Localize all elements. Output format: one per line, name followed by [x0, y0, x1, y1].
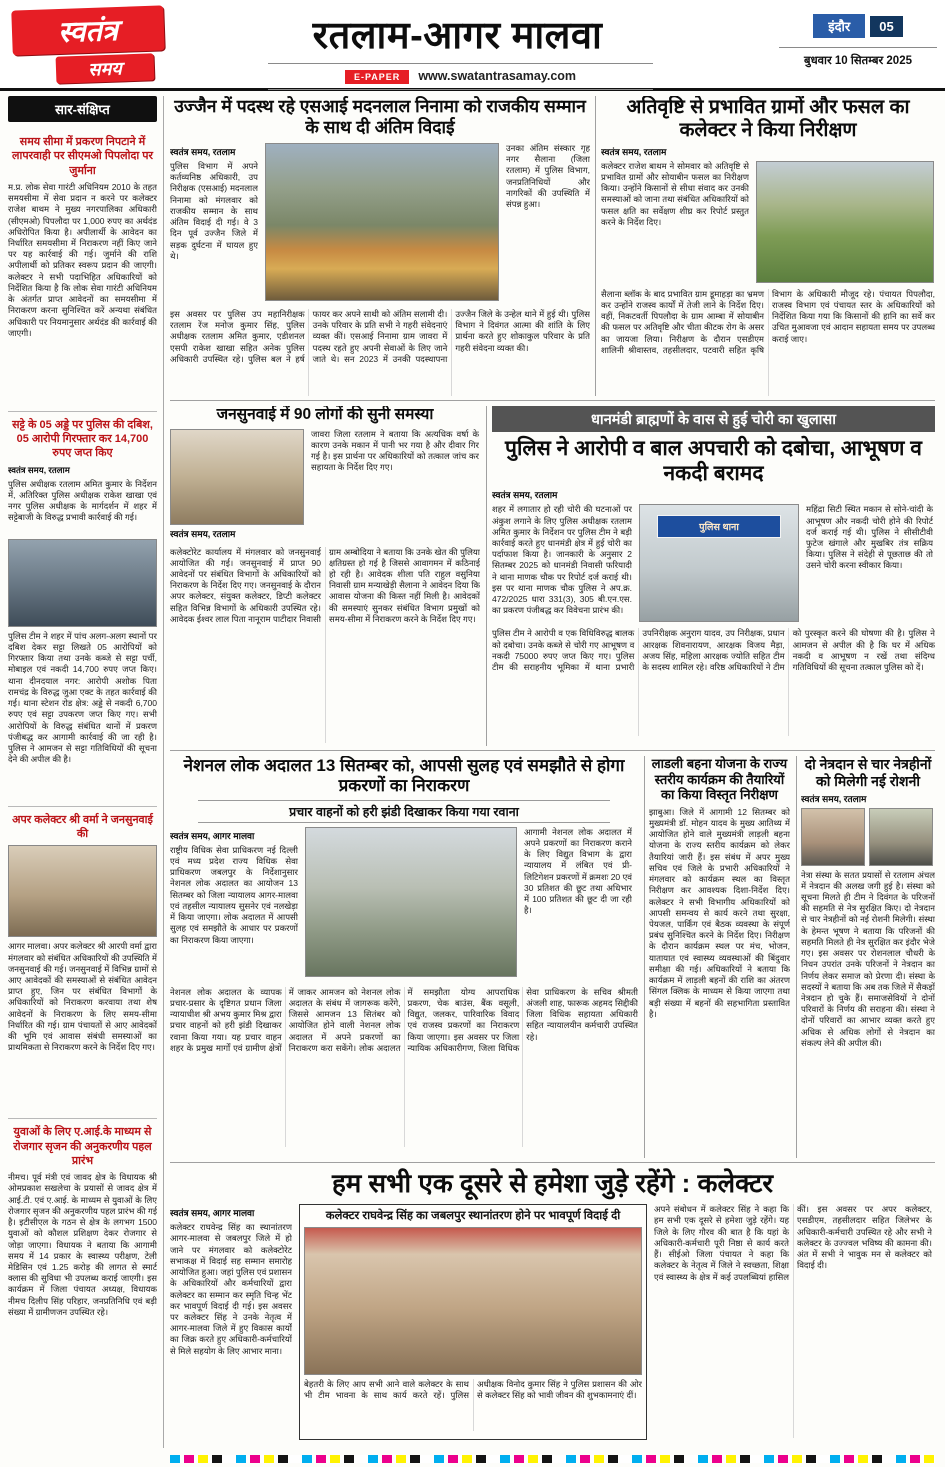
- article-jansunwai-90: [170, 406, 480, 746]
- article-body: महिंद्रा सिटी स्थित मकान से सोने-चांदी के आभूषण और नकदी चोरी होने की रिपोर्ट दर्ज कराई गई थी। पुलिस ने सीसीटीवी फुटेज खंगाले और मुखबिर तंत्र सक्रिय किया। पुलिस ने संदेही से पूछताछ की तो उसने चोरी करना स्वीकार किया।: [806, 504, 933, 571]
- section-divider: [170, 400, 935, 401]
- edition-title: रतलाम-आगर मालवा: [312, 15, 603, 57]
- jansunwai-office-photo: [170, 429, 304, 525]
- article-headline: पुलिस ने आरोपी व बाल अपचारी को दबोचा, आभूषण व नकदी बरामद: [505, 437, 922, 486]
- article-byline: स्वतंत्र समय, रतलाम: [492, 490, 558, 501]
- article-byline: स्वतंत्र समय, आगर मालवा: [170, 830, 255, 841]
- article-body: पुलिस टीम ने आरोपी व एक विधिविरुद्ध बालक को दबोचा। उनके कब्जे से चोरी गए आभूषण व नकदी 75000 रुपए जप्त किए गए। पुलिस टीम की सराहनीय भूमिका में थाना प्रभारी उपनिरीक्षक अनुराग यादव, उप निरीक्षक, प्रधान आरक्षक शिवनारायण, आरक्षक विजय मैड़ा, अजय सिंह, महिला आरक्षक ज्योति सहित टीम के सदस्य शामिल रहे। वरिष्ठ अधिकारियों ने टीम को पुरस्कृत करने की घोषणा की है। पुलिस ने आमजन से अपील की है कि घर में अधिक नकदी व आभूषण न रखें तथा संदिग्ध गतिविधियों की सूचना तत्काल पुलिस को दें।: [492, 628, 935, 673]
- article-collector-farewell: [170, 1168, 935, 1452]
- article-flood-inspection: [601, 96, 935, 396]
- article-body: अपने संबोधन में कलेक्टर सिंह ने कहा कि हम सभी एक दूसरे से हमेशा जुड़े रहेंगे। यह जिले के लिए गौरव की बात है कि यहां के अधिकारी-कर्मचारी पूरी निष्ठा से कार्य करते हैं। सीईओ जिला पंचायत ने कहा कि कलेक्टर के नेतृत्व में जिले ने स्वच्छता, शिक्षा एवं स्वास्थ्य के क्षेत्र में कई उपलब्धियां हासिल कीं। इस अवसर पर अपर कलेक्टर, एसडीएम, तहसीलदार सहित जिलेभर के अधिकारी-कर्मचारी उपस्थित रहे और सभी ने कलेक्टर के उज्ज्वल भविष्य की कामना की। अंत में सभी ने भावुक मन से कलेक्टर को विदाई दी।: [654, 1204, 932, 1282]
- city-badge: इंदौर: [813, 14, 865, 38]
- newspaper-logo: [12, 5, 170, 87]
- brief-ai-employment: [8, 1118, 157, 1422]
- article-body: इस अवसर पर पुलिस उप महानिरीक्षक रतलाम रेंज मनोज कुमार सिंह, पुलिस अधीक्षक रतलाम अमित कुमार, एडीशनल एसपी राकेश खाखा सहित अनेक पुलिस अधिकारी उपस्थित रहे। पुलिस बल ने हर्ष फायर कर अपने साथी को अंतिम सलामी दी। उनके परिवार के प्रति सभी ने गहरी संवेदनाएं व्यक्त कीं। एसआई निनामा ग्राम जावरा में पदस्थ रहते हुए अपनी सेवाओं के लिए जाने जाते थे। सन 2023 में उनकी पदस्थापना उज्जैन जिले के उन्हेल थाने में हुई थी। पुलिस विभाग ने दिवंगत आत्मा की शांति के लिए प्रार्थना करते हुए शोकाकुल परिवार के प्रति गहरी संवेदना व्यक्त की।: [170, 309, 590, 364]
- article-headline: हम सभी एक दूसरे से हमेशा जुड़े रहेंगे : कलेक्टर: [331, 1168, 774, 1198]
- article-body: झाबुआ। जिले में आगामी 12 सितम्बर को मुख्यमंत्री डॉ. मोहन यादव के मुख्य आतिथ्य में आयोजित होने वाले मुख्यमंत्री लाड़ली बहना योजना के राज्य स्तरीय कार्यक्रम को लेकर तैयारियां जारी हैं। इस संबंध में अपर मुख्य सचिव एवं जिले के प्रभारी अधिकारियों ने मंगलवार को कार्यक्रम स्थल का विस्तृत निरीक्षण कर आवश्यक दिशा-निर्देश दिए। कलेक्टर ने सभी विभागीय अधिकारियों को आपसी समन्वय से कार्य करने तथा सुरक्षा, पेयजल, पार्किंग एवं बैठक व्यवस्था के संपूर्ण प्रबंध सुनिश्चित करने के निर्देश दिए। निरीक्षण के दौरान कार्यक्रम स्थल पर मंच, भोजन, यातायात एवं स्वास्थ्य व्यवस्थाओं की बिंदुवार समीक्षा की गई। अधिकारियों ने बताया कि कार्यक्रम में लाड़ली बहनों की राशि का अंतरण सिंगल क्लिक के माध्यम से किया जाएगा तथा बड़ी संख्या में बहनों की सहभागिता प्रस्तावित है।: [649, 806, 790, 1019]
- article-body: शहर में लगातार हो रही चोरी की घटनाओं पर अंकुश लगाने के लिए पुलिस अधीक्षक रतलाम अमित कुमार के निर्देशन पर पुलिस टीम ने बड़ी कार्रवाई करते हुए धानमंडी क्षेत्र में हुई चोरी का पर्दाफाश किया है। जानकारी के अनुसार 2 सितम्बर 2025 को धानमंडी निवासी फरियादी ने थाना माणक चौक पर रिपोर्ट दर्ज कराई थी। इस पर थाना माणक चौक पुलिस ने अप.क्र. 472/2025 धारा 331(3), 305 बी.एन.एस. का प्रकरण पंजीबद्ध कर विवेचना प्रारंभ की।: [492, 504, 632, 616]
- masthead: [0, 0, 945, 91]
- epaper-row: [268, 63, 653, 90]
- brief-byline: स्वतंत्र समय, रतलाम: [8, 464, 70, 475]
- article-ladli-behna: [649, 756, 790, 1158]
- article-body: बेहतरी के लिए आप सभी आने वाले कलेक्टर के साथ भी टीम भावना के साथ कार्य करते रहें। पुलिस अधीक्षक विनोद कुमार सिंह ने पुलिस प्रशासन की ओर से कलेक्टर सिंह को भावी जीवन की शुभकामनाएं दीं।: [304, 1378, 642, 1400]
- article-subhead: प्रचार वाहनों को हरी झंडी दिखाकर किया गया रवाना: [198, 800, 610, 823]
- epaper-badge: E-PAPER: [345, 70, 409, 84]
- article-headline: अतिवृष्टि से प्रभावित ग्रामों और फसल का कलेक्टर ने किया निरीक्षण: [626, 96, 910, 142]
- funeral-ceremony-photo: [265, 143, 499, 301]
- article-headline: जनसुनवाई में 90 लोगों की सुनी समस्या: [216, 406, 434, 423]
- brief-body: पुलिस टीम ने शहर में पांच अलग-अलग स्थानों पर दबिश देकर सट्टा लिखते 05 आरोपियों को गिरफ्तार किया तथा उनके कब्जे से सट्टा पर्ची, मोबाइल एवं नकदी 14,700 रुपए जप्त किए। थाना दीनदयाल नगर: आरोपी अशोक पिता रामचंद्र के विरुद्ध जुआ एक्ट के तहत कार्रवाई की गई। थाना स्टेशन रोड क्षेत्र: अड्डे से नकदी 6,700 रुपए एवं सट्टा उपकरण जप्त किए गए। सभी आरोपियों के विरुद्ध संबंधित थानों में प्रकरण पंजीबद्ध कर आगामी कार्रवाई की जा रही है। पुलिस ने आमजन से सट्टा गतिविधियों की सूचना देने की अपील की है।: [8, 630, 157, 765]
- article-headline: नेशनल लोक अदालत 13 सितम्बर को, आपसी सुलह एवं समझौते से होगा प्रकरणों का निराकरण: [183, 756, 625, 796]
- donor-portrait-photo: [869, 808, 933, 866]
- article-body: कलेक्टर राघवेन्द्र सिंह का स्थानांतरण आगर-मालवा से जबलपुर जिले में हो जाने पर मंगलवार को कलेक्टोरेट सभाकक्ष में विदाई सह सम्मान समारोह आयोजित हुआ। जहां पुलिस एवं प्रशासन के अधिकारियों और कर्मचारियों द्वारा कलेक्टर का सम्मान कर स्मृति चिन्ह भेंट कर भावपूर्ण विदाई दी गई। इस अवसर पर कलेक्टर सिंह ने उनके नेतृत्व में आगर-मालवा जिले में हुए विकास कार्यों का जिक्र करते हुए अधिकारी-कर्मचारियों से मिले सहयोग के लिए आभार माना।: [170, 1222, 292, 1356]
- sidebar-briefs-column: [8, 96, 164, 1448]
- jansunwai-meeting-photo: [8, 845, 157, 937]
- brief-cmo-fine: [8, 129, 157, 404]
- website-url: www.swatantrasamay.com: [418, 69, 577, 83]
- column-divider: [644, 756, 645, 1158]
- brief-jansunwai-verma: [8, 806, 157, 1112]
- brief-title: समय सीमा में प्रकरण निपटाने में लापरवाही पर सीएमओ पिपलोदा पर जुर्माना: [12, 136, 153, 177]
- article-body: पुलिस विभाग में अपने कर्तव्यनिष्ठ अधिकारी, उप निरीक्षक (एसआई) मदनलाल निनामा को मंगलवार को राजकीय सम्मान के साथ अंतिम विदाई दी गई। वे 3 दिन पूर्व उज्जैन जिले में सड़क दुर्घटना में घायल हुए थे।: [170, 161, 258, 261]
- city-page-row: [779, 14, 937, 38]
- article-byline: स्वतंत्र समय, रतलाम: [170, 147, 236, 157]
- column-divider: [486, 406, 487, 746]
- article-lok-adalat: [170, 756, 638, 1158]
- article-body: सैलाना ब्लॉक के बाद प्रभावित ग्राम डूमाहड़ा का भ्रमण कर उन्होंने राजस्व कार्यों में तेजी लाने के निर्देश दिए। वहीं, निकटवर्ती पिपलौदा के ग्राम आम्बा में सोयाबीन की फसल पर अतिवृष्टि और चीता कीटक रोग के असर का जायजा लिया। निरीक्षण के दौरान एसडीएम शालिनी श्रीवास्तव, तहसीलदार, पटवारी सहित कृषि विभाग के अधिकारी मौजूद रहे। पंचायत पिपलौदा, राजस्व विभाग एवं पंचायत स्तर के अधिकारियों को निर्देशित किया गया कि किसानों की हानि का सर्वे कर उचित मुआवजा एवं आदान सहायता समय पर उपलब्ध कराई जाए।: [601, 288, 935, 355]
- kicker-bar: धानमंडी ब्राह्मणों के वास से हुई चोरी का खुलासा: [492, 406, 935, 432]
- logo-line1: स्वतंत्र: [11, 5, 164, 55]
- police-station-sign: पुलिस थाना: [657, 515, 780, 538]
- farewell-ceremony-photo: [304, 1227, 642, 1375]
- article-headline: लाडली बहना योजना के राज्य स्तरीय कार्यक्रम की तैयारियों का किया विस्तृत निरीक्षण: [651, 756, 788, 803]
- article-body: जावरा जिला रतलाम ने बताया कि अत्यधिक वर्षा के कारण उनके मकान में पानी भर गया है और दीवार गिर गई है। इस प्रार्थना पर अधिकारियों को तत्काल जांच कर सहायता के निर्देश दिए गए।: [311, 428, 479, 473]
- donor-portrait-photo: [801, 808, 865, 866]
- police-station-photo: [639, 504, 799, 622]
- field-inspection-photo: [756, 161, 934, 283]
- article-byline: स्वतंत्र समय, रतलाम: [170, 528, 236, 539]
- flag-off-photo: [305, 827, 517, 977]
- article-si-funeral: [170, 96, 590, 396]
- logo-line2: समय: [56, 53, 155, 83]
- article-byline: स्वतंत्र समय, रतलाम: [801, 793, 867, 804]
- article-body: कलेक्टोरेट कार्यालय में मंगलवार को जनसुनवाई आयोजित की गई। जनसुनवाई में प्राप्त 90 आवेदनों पर संबंधित विभागों के अधिकारियों को निराकरण के निर्देश दिए गए। जनसुनवाई के दौरान अपर कलेक्टर, संयुक्त कलेक्टर, डिप्टी कलेक्टर सहित विभिन्न विभागों के अधिकारी उपस्थित रहे। आवेदक ईश्वर लाल पिता नानूराम पाटीदार निवासी ग्राम अम्बोदिया ने बताया कि उनके खेत की पुलिया क्षतिग्रस्त हो गई है जिससे आवागमन में कठिनाई हो रही है। आवेदक शीला पति राहुल वसुनिया निवासी ग्राम मन्याखेड़ी सैलाना ने आवेदन दिया कि आवास योजना की किस्त नहीं मिली है। आवेदकों की समस्याएं सुनकर संबंधित विभाग प्रमुखों को समय-सीमा में निराकरण करने के निर्देश दिए गए।: [170, 546, 480, 624]
- brief-body: आगर मालवा। अपर कलेक्टर श्री आरपी वर्मा द्वारा मंगलवार को संबंधित अधिकारियों की उपस्थिति में जनसुनवाई की गई। जनसुनवाई में विभिन्न ग्रामों से आए आवेदकों की समस्याओं से संबंधित आवेदन प्राप्त हुए, जिन पर संबंधित विभागों के अधिकारियों को निराकरण करवाया तथा शेष आवेदनों के निराकरण के लिए समय-सीमा निर्धारित की गई। ग्राम पंचायतों से आए आवेदकों की भूमि एवं आवास संबंधी समस्याओं का प्राथमिकता से निराकरण करने के निर्देश दिए गए।: [8, 941, 157, 1053]
- article-headline: उज्जैन में पदस्थ रहे एसआई मदनलाल निनामा को राजकीय सम्मान के साथ दी अंतिम विदाई: [174, 96, 586, 137]
- article-body: नेत्रा संस्था के सतत प्रयासों से रतलाम अंचल में नेत्रदान की अलख जगी हुई है। संस्था को सूचना मिलते ही टीम ने दिवंगत के परिजनों की सहमति से नेत्र सुरक्षित किए। दो नेत्रदान से चार नेत्रहीनों को नई रोशनी मिलेगी। संस्था के हेमन्त भूषण ने बताया कि परिजनों की सहमति मिलते ही नेत्र सुरक्षित कर इंदौर भेजे गए। इस अवसर पर रोशनलाल चौधरी के निधन उपरांत उनके परिजनों ने नेत्रदान का निर्णय लेकर समाज को प्रेरणा दी। संस्था के सदस्यों ने बताया कि अब तक जिले में सैकड़ों नेत्रदान हो चुके हैं। समाजसेवियों ने दोनों परिवारों के निर्णय की सराहना की। संस्था ने दोनों परिवारों का आभार व्यक्त करते हुए अधिक से अधिक लोगों से नेत्रदान का संकल्प लेने की अपील की।: [801, 869, 935, 1048]
- article-body: आगामी नेशनल लोक अदालत में अपने प्रकरणों का निराकरण कराने के लिए विद्युत विभाग के द्वारा न्यायालय में लंबित एवं प्री-लिटिगेशन प्रकरणों में क्रमशः 20 एवं 30 प्रतिशत की छूट तथा अधिभार में 100 प्रतिशत की छूट दी जा रही है।: [524, 826, 632, 916]
- farewell-photo-box: [299, 1204, 647, 1440]
- brief-title: युवाओं के लिए ए.आई.के माध्यम से रोजगार सृजन की अनुकरणीय पहल प्रारंभ: [13, 1126, 152, 1167]
- masthead-right: [779, 14, 937, 68]
- brief-body: नीमच। पूर्व मंत्री एवं जावद क्षेत्र के विधायक श्री ओमप्रकाश सखलेचा के प्रयासों से जावद क्षेत्र में आई.टी. एवं ए.आई. के माध्यम से युवाओं के लिए रोजगार सृजन की अनुकरणीय पहल प्रारंभ की गई है। इटीसीएल के गठन से क्षेत्र के लगभग 1500 युवाओं को कौशल प्रशिक्षण देकर रोजगार से जोड़ा जाएगा। विधायक ने बताया कि आगामी समय में 14 प्रकार के स्वास्थ्य परीक्षण, टेली मेडिसिन एवं 1.25 करोड़ की लागत से स्मार्ट क्लास की सुविधा भी उपलब्ध कराई जाएगी। इस कार्यक्रम में जिला पंचायत अध्यक्ष, विधायक नीमच दिलीप सिंह परिहार, जनप्रतिनिधि एवं बड़ी संख्या में ग्रामीणजन उपस्थित रहे।: [8, 1172, 157, 1317]
- brief-title: सट्टे के 05 अड्डे पर पुलिस की दबिश, 05 आरोपी गिरफ्तार कर 14,700 रुपए जप्त किए: [12, 418, 153, 460]
- section-divider: [170, 1162, 935, 1163]
- article-body: राष्ट्रीय विधिक सेवा प्राधिकरण नई दिल्ली एवं मध्य प्रदेश राज्य विधिक सेवा प्राधिकरण जबलपुर के निर्देशानुसार नेशनल लोक अदालत का आयोजन 13 सितम्बर को जिला न्यायालय आगर-मालवा एवं तहसील न्यायालय सुसनेर एवं नलखेड़ा में किया जाएगा। लोक अदालत में आपसी सुलह एवं समझौते के आधार पर प्रकरणों का निराकरण किया जाएगा।: [170, 844, 298, 945]
- brief-body: पुलिस अधीक्षक रतलाम अमित कुमार के निर्देशन में, अतिरिक्त पुलिस अधीक्षक राकेश खाखा एवं नगर पुलिस अधीक्षक के मार्गदर्शन में शहर में सट्टेबाजी के विरुद्ध प्रभावी कार्रवाई की गई।: [8, 478, 157, 523]
- briefs-section-title: सार-संक्षिप्त: [8, 96, 157, 122]
- article-headline: दो नेत्रदान से चार नेत्रहीनों को मिलेगी नई रोशनी: [804, 756, 932, 789]
- article-byline: स्वतंत्र समय, रतलाम: [601, 146, 667, 157]
- column-divider: [595, 96, 596, 396]
- article-body: कलेक्टर राजेश बाथम ने सोमवार को अतिवृष्टि से प्रभावित ग्रामों और सोयाबीन फसल का निरीक्षण किया। उन्होंने किसानों से सीधा संवाद कर उनकी समस्याओं को जाना तथा संबंधित अधिकारियों को फसल क्षति का सर्वेक्षण शीघ्र कर रिपोर्ट प्रस्तुत करने के निर्देश दिए।: [601, 160, 749, 227]
- column-divider: [796, 756, 797, 1158]
- police-officer-photo: [8, 539, 157, 627]
- page-number-badge: 05: [870, 16, 902, 37]
- photo-box-title: कलेक्टर राघवेन्द्र सिंह का जबलपुर स्थानांतरण होने पर भावपूर्ण विदाई दी: [325, 1210, 621, 1223]
- brief-title: अपर कलेक्टर श्री वर्मा ने जनसुनवाई की: [12, 813, 153, 841]
- article-eye-donation: [801, 756, 935, 1158]
- article-body: नेशनल लोक अदालत के व्यापक प्रचार-प्रसार के दृष्टिगत प्रधान जिला न्यायाधीश श्री अभय कुमार मिश्र द्वारा प्रचार वाहनों को हरी झंडी दिखाकर रवाना किया गया। यह प्रचार वाहन शहर के प्रमुख मार्गों एवं ग्रामीण क्षेत्रों में जाकर आमजन को नेशनल लोक अदालत के संबंध में जागरूक करेंगे, जिससे आमजन 13 सितंबर को आयोजित होने वाली नेशनल लोक अदालत में अपने प्रकरणों का निराकरण करा सकेंगे। लोक अदालत में समझौता योग्य आपराधिक प्रकरण, चेक बाउंस, बैंक वसूली, विद्युत, जलकर, पारिवारिक विवाद एवं राजस्व प्रकरणों का निराकरण किया जाएगा। इस अवसर पर जिला न्यायिक अधिकारीगण, जिला विधिक सेवा प्राधिकरण के सचिव श्रीमती अंजली शाह, फारूक अहमद सिद्दीकी जिला विधिक सहायता अधिकारी सहित न्यायालयीन कर्मचारी उपस्थित रहे।: [170, 986, 638, 1053]
- article-byline: स्वतंत्र समय, आगर मालवा: [170, 1208, 255, 1219]
- color-registration-strip: [170, 1455, 935, 1463]
- article-body: उनका अंतिम संस्कार गृह नगर सैलाना (जिला रतलाम) में पुलिस विभाग, जनप्रतिनिधियों और नागरिकों की उपस्थिति में संपन्न हुआ।: [506, 143, 590, 210]
- brief-body: म.प्र. लोक सेवा गारंटी अधिनियम 2010 के तहत समयसीमा में सेवा प्रदान न करने पर कलेक्टर राजेश बाथम ने मुख्य नगरपालिका अधिकारी (सीएमओ) पिपलौदा पर 1,000 रुपए का अर्थदंड अधिरोपित किया है। अपीलार्थी के आवेदन का निर्धारित समयसीमा में निराकरण नहीं किए जाने पर यह कार्रवाई की गई। जुर्माने की राशि अपीलार्थी को प्रतिकर स्वरूप प्रदान की जाएगी। कलेक्टर ने सभी पदाभिहित अधिकारियों को निर्देशित किया है कि लोक सेवा गारंटी अधिनियम के अंतर्गत प्राप्त आवेदनों का समयसीमा में निराकरण करना सुनिश्चित करें अन्यथा संबंधित अधिकारी पर नियमानुसार अर्थदंड की कार्रवाई की जाएगी।: [8, 181, 157, 338]
- article-theft-arrest: [492, 406, 935, 746]
- date-line: बुधवार 10 सितम्बर 2025: [779, 47, 937, 68]
- section-divider: [170, 750, 935, 751]
- brief-satta-raid: [8, 411, 157, 799]
